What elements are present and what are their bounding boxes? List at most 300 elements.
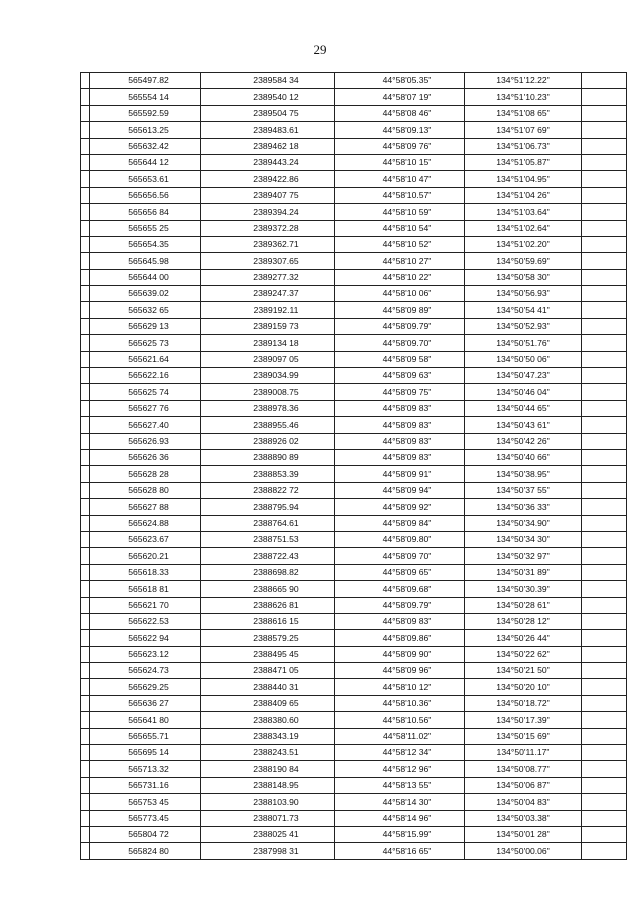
latitude-cell: 44°58'09.79" — [335, 597, 465, 613]
table-row — [81, 761, 627, 777]
x-coordinate-cell: 565695 14 — [90, 745, 201, 761]
trailing-blank-cell — [582, 384, 627, 400]
longitude-cell: 134°50'34 30" — [465, 531, 582, 547]
trailing-blank-cell — [582, 105, 627, 121]
table-row — [81, 646, 627, 662]
x-coordinate-cell: 565622 94 — [90, 630, 201, 646]
x-coordinate-cell: 565621 70 — [90, 597, 201, 613]
y-coordinate-cell: 2388579.25 — [201, 630, 335, 646]
x-coordinate-cell: 565622.16 — [90, 368, 201, 384]
trailing-blank-cell — [582, 138, 627, 154]
trailing-blank-cell — [582, 187, 627, 203]
y-coordinate-cell: 2388409 65 — [201, 695, 335, 711]
leading-blank-cell — [81, 400, 90, 416]
longitude-cell: 134°50'26 44" — [465, 630, 582, 646]
latitude-cell: 44°58'10 06" — [335, 286, 465, 302]
table-row — [81, 826, 627, 842]
leading-blank-cell — [81, 745, 90, 761]
x-coordinate-cell: 565753 45 — [90, 794, 201, 810]
table-row — [81, 433, 627, 449]
y-coordinate-cell: 2389277.32 — [201, 269, 335, 285]
latitude-cell: 44°58'08 46" — [335, 105, 465, 121]
latitude-cell: 44°58'09 70" — [335, 548, 465, 564]
trailing-blank-cell — [582, 761, 627, 777]
longitude-cell: 134°50'06 87" — [465, 777, 582, 793]
leading-blank-cell — [81, 236, 90, 252]
y-coordinate-cell: 2389584 34 — [201, 73, 335, 89]
leading-blank-cell — [81, 646, 90, 662]
x-coordinate-cell: 565713.32 — [90, 761, 201, 777]
longitude-cell: 134°51'03.64" — [465, 204, 582, 220]
trailing-blank-cell — [582, 302, 627, 318]
latitude-cell: 44°58'10.57" — [335, 187, 465, 203]
latitude-cell: 44°58'09 63" — [335, 368, 465, 384]
trailing-blank-cell — [582, 663, 627, 679]
latitude-cell: 44°58'09 92" — [335, 499, 465, 515]
x-coordinate-cell: 565628 80 — [90, 482, 201, 498]
longitude-cell: 134°50'28 12" — [465, 613, 582, 629]
table-row — [81, 302, 627, 318]
leading-blank-cell — [81, 220, 90, 236]
longitude-cell: 134°51'10.23" — [465, 89, 582, 105]
leading-blank-cell — [81, 712, 90, 728]
x-coordinate-cell: 565636 27 — [90, 695, 201, 711]
x-coordinate-cell: 565645.98 — [90, 253, 201, 269]
y-coordinate-cell: 2389540 12 — [201, 89, 335, 105]
leading-blank-cell — [81, 515, 90, 531]
x-coordinate-cell: 565655 25 — [90, 220, 201, 236]
trailing-blank-cell — [582, 154, 627, 170]
longitude-cell: 134°50'42 26" — [465, 433, 582, 449]
y-coordinate-cell: 2388955.46 — [201, 417, 335, 433]
longitude-cell: 134°50'20 10" — [465, 679, 582, 695]
longitude-cell: 134°51'06.73" — [465, 138, 582, 154]
y-coordinate-cell: 2389394.24 — [201, 204, 335, 220]
latitude-cell: 44°58'09 96" — [335, 663, 465, 679]
leading-blank-cell — [81, 122, 90, 138]
leading-blank-cell — [81, 581, 90, 597]
x-coordinate-cell: 565655.71 — [90, 728, 201, 744]
leading-blank-cell — [81, 89, 90, 105]
latitude-cell: 44°58'12 96" — [335, 761, 465, 777]
table-row — [81, 138, 627, 154]
longitude-cell: 134°50'17.39" — [465, 712, 582, 728]
x-coordinate-cell: 565644 00 — [90, 269, 201, 285]
leading-blank-cell — [81, 843, 90, 859]
leading-blank-cell — [81, 286, 90, 302]
longitude-cell: 134°51'12.22" — [465, 73, 582, 89]
latitude-cell: 44°58'10 52" — [335, 236, 465, 252]
table-row — [81, 548, 627, 564]
leading-blank-cell — [81, 826, 90, 842]
table-row — [81, 515, 627, 531]
table-row — [81, 105, 627, 121]
trailing-blank-cell — [582, 843, 627, 859]
x-coordinate-cell: 565731.16 — [90, 777, 201, 793]
y-coordinate-cell: 2388616 15 — [201, 613, 335, 629]
x-coordinate-cell: 565625 73 — [90, 335, 201, 351]
trailing-blank-cell — [582, 826, 627, 842]
longitude-cell: 134°50'30.39" — [465, 581, 582, 597]
y-coordinate-cell: 2389407 75 — [201, 187, 335, 203]
leading-blank-cell — [81, 335, 90, 351]
leading-blank-cell — [81, 482, 90, 498]
leading-blank-cell — [81, 105, 90, 121]
table-row — [81, 171, 627, 187]
leading-blank-cell — [81, 318, 90, 334]
longitude-cell: 134°50'01 28" — [465, 826, 582, 842]
longitude-cell: 134°51'04 26" — [465, 187, 582, 203]
table-row — [81, 187, 627, 203]
x-coordinate-cell: 565656.56 — [90, 187, 201, 203]
latitude-cell: 44°58'09 58" — [335, 351, 465, 367]
trailing-blank-cell — [582, 400, 627, 416]
leading-blank-cell — [81, 630, 90, 646]
longitude-cell: 134°50'46 04" — [465, 384, 582, 400]
latitude-cell: 44°58'10.56" — [335, 712, 465, 728]
trailing-blank-cell — [582, 679, 627, 695]
table-row — [81, 810, 627, 826]
table-row — [81, 663, 627, 679]
x-coordinate-cell: 565625 74 — [90, 384, 201, 400]
longitude-cell: 134°50'22 62" — [465, 646, 582, 662]
x-coordinate-cell: 565653.61 — [90, 171, 201, 187]
latitude-cell: 44°58'16 65" — [335, 843, 465, 859]
table-row — [81, 499, 627, 515]
leading-blank-cell — [81, 368, 90, 384]
y-coordinate-cell: 2389462 18 — [201, 138, 335, 154]
x-coordinate-cell: 565639.02 — [90, 286, 201, 302]
trailing-blank-cell — [582, 646, 627, 662]
x-coordinate-cell: 565626 36 — [90, 449, 201, 465]
table-row — [81, 679, 627, 695]
latitude-cell: 44°58'09 91" — [335, 466, 465, 482]
y-coordinate-cell: 2389192.11 — [201, 302, 335, 318]
latitude-cell: 44°58'07 19" — [335, 89, 465, 105]
latitude-cell: 44°58'10 22" — [335, 269, 465, 285]
trailing-blank-cell — [582, 89, 627, 105]
table-row — [81, 384, 627, 400]
table-row — [81, 843, 627, 859]
table-row — [81, 728, 627, 744]
x-coordinate-cell: 565624.88 — [90, 515, 201, 531]
leading-blank-cell — [81, 73, 90, 89]
y-coordinate-cell: 2388343.19 — [201, 728, 335, 744]
leading-blank-cell — [81, 154, 90, 170]
latitude-cell: 44°58'11.02" — [335, 728, 465, 744]
latitude-cell: 44°58'09 94" — [335, 482, 465, 498]
trailing-blank-cell — [582, 515, 627, 531]
table-row — [81, 154, 627, 170]
longitude-cell: 134°50'03.38" — [465, 810, 582, 826]
y-coordinate-cell: 2389422.86 — [201, 171, 335, 187]
y-coordinate-cell: 2389134 18 — [201, 335, 335, 351]
trailing-blank-cell — [582, 581, 627, 597]
table-row — [81, 351, 627, 367]
trailing-blank-cell — [582, 204, 627, 220]
leading-blank-cell — [81, 695, 90, 711]
latitude-cell: 44°58'14 30" — [335, 794, 465, 810]
latitude-cell: 44°58'09.68" — [335, 581, 465, 597]
longitude-cell: 134°50'51.76" — [465, 335, 582, 351]
x-coordinate-cell: 565654.35 — [90, 236, 201, 252]
x-coordinate-cell: 565656 84 — [90, 204, 201, 220]
leading-blank-cell — [81, 138, 90, 154]
latitude-cell: 44°58'09 75" — [335, 384, 465, 400]
x-coordinate-cell: 565554 14 — [90, 89, 201, 105]
trailing-blank-cell — [582, 745, 627, 761]
trailing-blank-cell — [582, 499, 627, 515]
y-coordinate-cell: 2388190 84 — [201, 761, 335, 777]
longitude-cell: 134°51'08 65" — [465, 105, 582, 121]
trailing-blank-cell — [582, 466, 627, 482]
latitude-cell: 44°58'09 83" — [335, 449, 465, 465]
y-coordinate-cell: 2388764.61 — [201, 515, 335, 531]
x-coordinate-cell: 565641 80 — [90, 712, 201, 728]
leading-blank-cell — [81, 269, 90, 285]
trailing-blank-cell — [582, 531, 627, 547]
leading-blank-cell — [81, 531, 90, 547]
table-row — [81, 89, 627, 105]
y-coordinate-cell: 2389097 05 — [201, 351, 335, 367]
table-row — [81, 253, 627, 269]
longitude-cell: 134°50'36 33" — [465, 499, 582, 515]
y-coordinate-cell: 2388243.51 — [201, 745, 335, 761]
table-row — [81, 400, 627, 416]
table-row — [81, 695, 627, 711]
latitude-cell: 44°58'10 59" — [335, 204, 465, 220]
y-coordinate-cell: 2388665 90 — [201, 581, 335, 597]
y-coordinate-cell: 2388471 05 — [201, 663, 335, 679]
y-coordinate-cell: 2389307.65 — [201, 253, 335, 269]
x-coordinate-cell: 565613.25 — [90, 122, 201, 138]
table-row — [81, 630, 627, 646]
leading-blank-cell — [81, 499, 90, 515]
trailing-blank-cell — [582, 318, 627, 334]
leading-blank-cell — [81, 253, 90, 269]
x-coordinate-cell: 565627.40 — [90, 417, 201, 433]
longitude-cell: 134°50'28 61" — [465, 597, 582, 613]
longitude-cell: 134°50'50 06" — [465, 351, 582, 367]
leading-blank-cell — [81, 417, 90, 433]
trailing-blank-cell — [582, 171, 627, 187]
leading-blank-cell — [81, 449, 90, 465]
x-coordinate-cell: 565626.93 — [90, 433, 201, 449]
x-coordinate-cell: 565622.53 — [90, 613, 201, 629]
leading-blank-cell — [81, 433, 90, 449]
leading-blank-cell — [81, 597, 90, 613]
x-coordinate-cell: 565623.67 — [90, 531, 201, 547]
table-row — [81, 531, 627, 547]
longitude-cell: 134°50'44 65" — [465, 400, 582, 416]
latitude-cell: 44°58'10 12" — [335, 679, 465, 695]
latitude-cell: 44°58'09.80" — [335, 531, 465, 547]
x-coordinate-cell: 565773.45 — [90, 810, 201, 826]
trailing-blank-cell — [582, 253, 627, 269]
longitude-cell: 134°50'47.23" — [465, 368, 582, 384]
x-coordinate-cell: 565618.33 — [90, 564, 201, 580]
trailing-blank-cell — [582, 122, 627, 138]
longitude-cell: 134°50'56.93" — [465, 286, 582, 302]
trailing-blank-cell — [582, 73, 627, 89]
table-row — [81, 236, 627, 252]
trailing-blank-cell — [582, 712, 627, 728]
y-coordinate-cell: 2387998 31 — [201, 843, 335, 859]
latitude-cell: 44°58'09 83" — [335, 417, 465, 433]
latitude-cell: 44°58'14 96" — [335, 810, 465, 826]
x-coordinate-cell: 565592.59 — [90, 105, 201, 121]
y-coordinate-cell: 2388380.60 — [201, 712, 335, 728]
leading-blank-cell — [81, 204, 90, 220]
trailing-blank-cell — [582, 564, 627, 580]
latitude-cell: 44°58'05.35" — [335, 73, 465, 89]
longitude-cell: 134°50'43 61" — [465, 417, 582, 433]
y-coordinate-cell: 2389443.24 — [201, 154, 335, 170]
latitude-cell: 44°58'09 89" — [335, 302, 465, 318]
longitude-cell: 134°50'15 69" — [465, 728, 582, 744]
longitude-cell: 134°50'18.72" — [465, 695, 582, 711]
y-coordinate-cell: 2389247.37 — [201, 286, 335, 302]
latitude-cell: 44°58'09.13" — [335, 122, 465, 138]
y-coordinate-cell: 2389034.99 — [201, 368, 335, 384]
table-row — [81, 73, 627, 89]
y-coordinate-cell: 2389372.28 — [201, 220, 335, 236]
latitude-cell: 44°58'09 83" — [335, 400, 465, 416]
longitude-cell: 134°50'32 97" — [465, 548, 582, 564]
table-row — [81, 777, 627, 793]
y-coordinate-cell: 2388978.36 — [201, 400, 335, 416]
table-row — [81, 482, 627, 498]
table-row — [81, 368, 627, 384]
trailing-blank-cell — [582, 728, 627, 744]
y-coordinate-cell: 2388822 72 — [201, 482, 335, 498]
latitude-cell: 44°58'10 54" — [335, 220, 465, 236]
leading-blank-cell — [81, 384, 90, 400]
latitude-cell: 44°58'15.99" — [335, 826, 465, 842]
longitude-cell: 134°50'31 89" — [465, 564, 582, 580]
leading-blank-cell — [81, 302, 90, 318]
page-number: 29 — [313, 42, 327, 57]
table-row — [81, 204, 627, 220]
trailing-blank-cell — [582, 417, 627, 433]
trailing-blank-cell — [582, 335, 627, 351]
x-coordinate-cell: 565620.21 — [90, 548, 201, 564]
longitude-cell: 134°51'04.95" — [465, 171, 582, 187]
x-coordinate-cell: 565628 28 — [90, 466, 201, 482]
longitude-cell: 134°50'37 55" — [465, 482, 582, 498]
latitude-cell: 44°58'09 83" — [335, 613, 465, 629]
longitude-cell: 134°50'21 50" — [465, 663, 582, 679]
longitude-cell: 134°50'38.95" — [465, 466, 582, 482]
y-coordinate-cell: 2388495 45 — [201, 646, 335, 662]
x-coordinate-cell: 565627 76 — [90, 400, 201, 416]
leading-blank-cell — [81, 679, 90, 695]
y-coordinate-cell: 2388440 31 — [201, 679, 335, 695]
table-row — [81, 122, 627, 138]
trailing-blank-cell — [582, 236, 627, 252]
x-coordinate-cell: 565824 80 — [90, 843, 201, 859]
longitude-cell: 134°50'08.77" — [465, 761, 582, 777]
table-row — [81, 794, 627, 810]
longitude-cell: 134°51'07 69" — [465, 122, 582, 138]
latitude-cell: 44°58'09 90" — [335, 646, 465, 662]
latitude-cell: 44°58'09.70" — [335, 335, 465, 351]
table-row — [81, 613, 627, 629]
longitude-cell: 134°50'54 41" — [465, 302, 582, 318]
longitude-cell: 134°51'02.64" — [465, 220, 582, 236]
table-row — [81, 318, 627, 334]
leading-blank-cell — [81, 777, 90, 793]
leading-blank-cell — [81, 548, 90, 564]
table-row — [81, 269, 627, 285]
latitude-cell: 44°58'10 27" — [335, 253, 465, 269]
latitude-cell: 44°58'12 34" — [335, 745, 465, 761]
leading-blank-cell — [81, 728, 90, 744]
y-coordinate-cell: 2388890 89 — [201, 449, 335, 465]
trailing-blank-cell — [582, 433, 627, 449]
latitude-cell: 44°58'13 55" — [335, 777, 465, 793]
x-coordinate-cell: 565629.25 — [90, 679, 201, 695]
trailing-blank-cell — [582, 630, 627, 646]
leading-blank-cell — [81, 564, 90, 580]
x-coordinate-cell: 565624.73 — [90, 663, 201, 679]
table-row — [81, 581, 627, 597]
trailing-blank-cell — [582, 482, 627, 498]
latitude-cell: 44°58'09 76" — [335, 138, 465, 154]
y-coordinate-cell: 2388626 81 — [201, 597, 335, 613]
table-row — [81, 449, 627, 465]
y-coordinate-cell: 2389159 73 — [201, 318, 335, 334]
y-coordinate-cell: 2388722.43 — [201, 548, 335, 564]
x-coordinate-cell: 565632 65 — [90, 302, 201, 318]
latitude-cell: 44°58'09.79" — [335, 318, 465, 334]
x-coordinate-cell: 565618 81 — [90, 581, 201, 597]
x-coordinate-cell: 565804 72 — [90, 826, 201, 842]
y-coordinate-cell: 2388698.82 — [201, 564, 335, 580]
leading-blank-cell — [81, 761, 90, 777]
longitude-cell: 134°50'11.17" — [465, 745, 582, 761]
y-coordinate-cell: 2389008.75 — [201, 384, 335, 400]
trailing-blank-cell — [582, 695, 627, 711]
table-row — [81, 417, 627, 433]
trailing-blank-cell — [582, 777, 627, 793]
longitude-cell: 134°51'02.20" — [465, 236, 582, 252]
y-coordinate-cell: 2388148.95 — [201, 777, 335, 793]
table-row — [81, 564, 627, 580]
leading-blank-cell — [81, 810, 90, 826]
x-coordinate-cell: 565623.12 — [90, 646, 201, 662]
trailing-blank-cell — [582, 220, 627, 236]
y-coordinate-cell: 2389504 75 — [201, 105, 335, 121]
longitude-cell: 134°50'04 83" — [465, 794, 582, 810]
trailing-blank-cell — [582, 810, 627, 826]
trailing-blank-cell — [582, 597, 627, 613]
leading-blank-cell — [81, 663, 90, 679]
x-coordinate-cell: 565621.64 — [90, 351, 201, 367]
latitude-cell: 44°58'09.86" — [335, 630, 465, 646]
latitude-cell: 44°58'09 65" — [335, 564, 465, 580]
trailing-blank-cell — [582, 613, 627, 629]
leading-blank-cell — [81, 794, 90, 810]
table-row — [81, 466, 627, 482]
trailing-blank-cell — [582, 449, 627, 465]
x-coordinate-cell: 565627 88 — [90, 499, 201, 515]
latitude-cell: 44°58'10 47" — [335, 171, 465, 187]
latitude-cell: 44°58'10.36" — [335, 695, 465, 711]
y-coordinate-cell: 2389362.71 — [201, 236, 335, 252]
leading-blank-cell — [81, 171, 90, 187]
trailing-blank-cell — [582, 351, 627, 367]
